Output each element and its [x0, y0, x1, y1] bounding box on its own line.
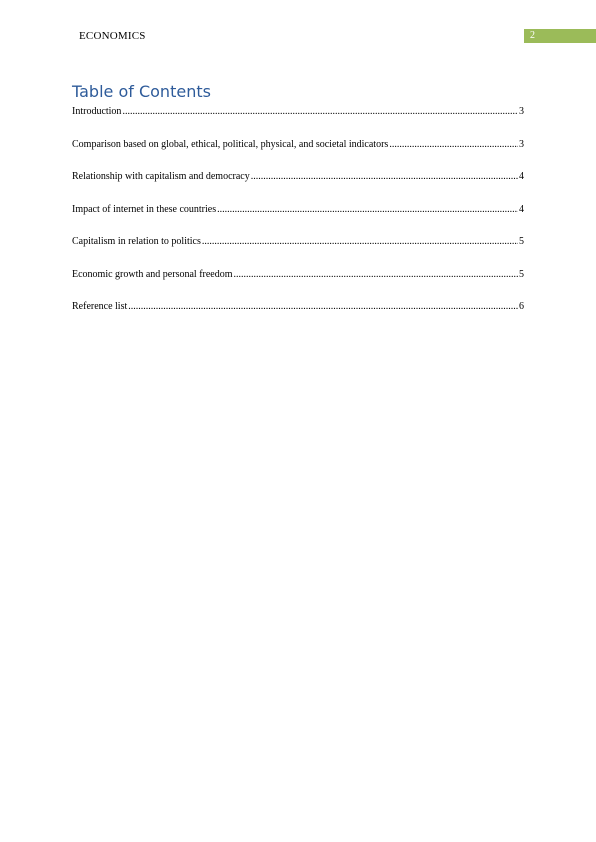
dot-leader	[389, 138, 518, 151]
toc-entry-reference-list[interactable]	[72, 300, 524, 333]
toc-entry-page: 4	[519, 171, 524, 182]
dot-leader	[122, 105, 518, 118]
toc-entry-label: Introduction	[72, 106, 122, 117]
toc-entry-label: Capitalism in relation to politics	[72, 236, 201, 247]
dot-leader	[217, 203, 518, 216]
toc-entry-comparison[interactable]	[72, 138, 524, 171]
toc-entry-capitalism-democracy[interactable]	[72, 170, 524, 203]
toc-entry-page: 6	[519, 301, 524, 312]
dot-leader	[251, 170, 518, 183]
dot-leader	[234, 268, 518, 281]
toc-heading: Table of Contents	[72, 82, 211, 101]
dot-leader	[128, 300, 518, 313]
toc-entry-page: 4	[519, 203, 524, 215]
page-number-badge: 2	[524, 29, 596, 43]
toc-entry-page: 3	[519, 138, 524, 150]
toc-entry-label: Comparison based on global, ethical, political, physical, and societal indicators	[72, 138, 389, 150]
toc-entry-page: 3	[519, 106, 524, 117]
toc-list	[72, 105, 524, 333]
toc-entry-label: Economic growth and personal freedom	[72, 268, 233, 280]
toc-entry-page: 5	[519, 268, 524, 280]
running-header-title: ECONOMICS	[79, 30, 146, 42]
toc-entry-capitalism-politics[interactable]	[72, 235, 524, 268]
dot-leader	[202, 235, 518, 248]
toc-entry-page: 5	[519, 236, 524, 247]
toc-entry-introduction[interactable]	[72, 105, 524, 138]
toc-entry-growth-freedom[interactable]	[72, 268, 524, 301]
toc-entry-label: Reference list	[72, 301, 128, 312]
toc-entry-internet-impact[interactable]	[72, 203, 524, 236]
toc-entry-label: Impact of internet in these countries	[72, 203, 217, 215]
toc-entry-label: Relationship with capitalism and democracy	[72, 171, 250, 182]
